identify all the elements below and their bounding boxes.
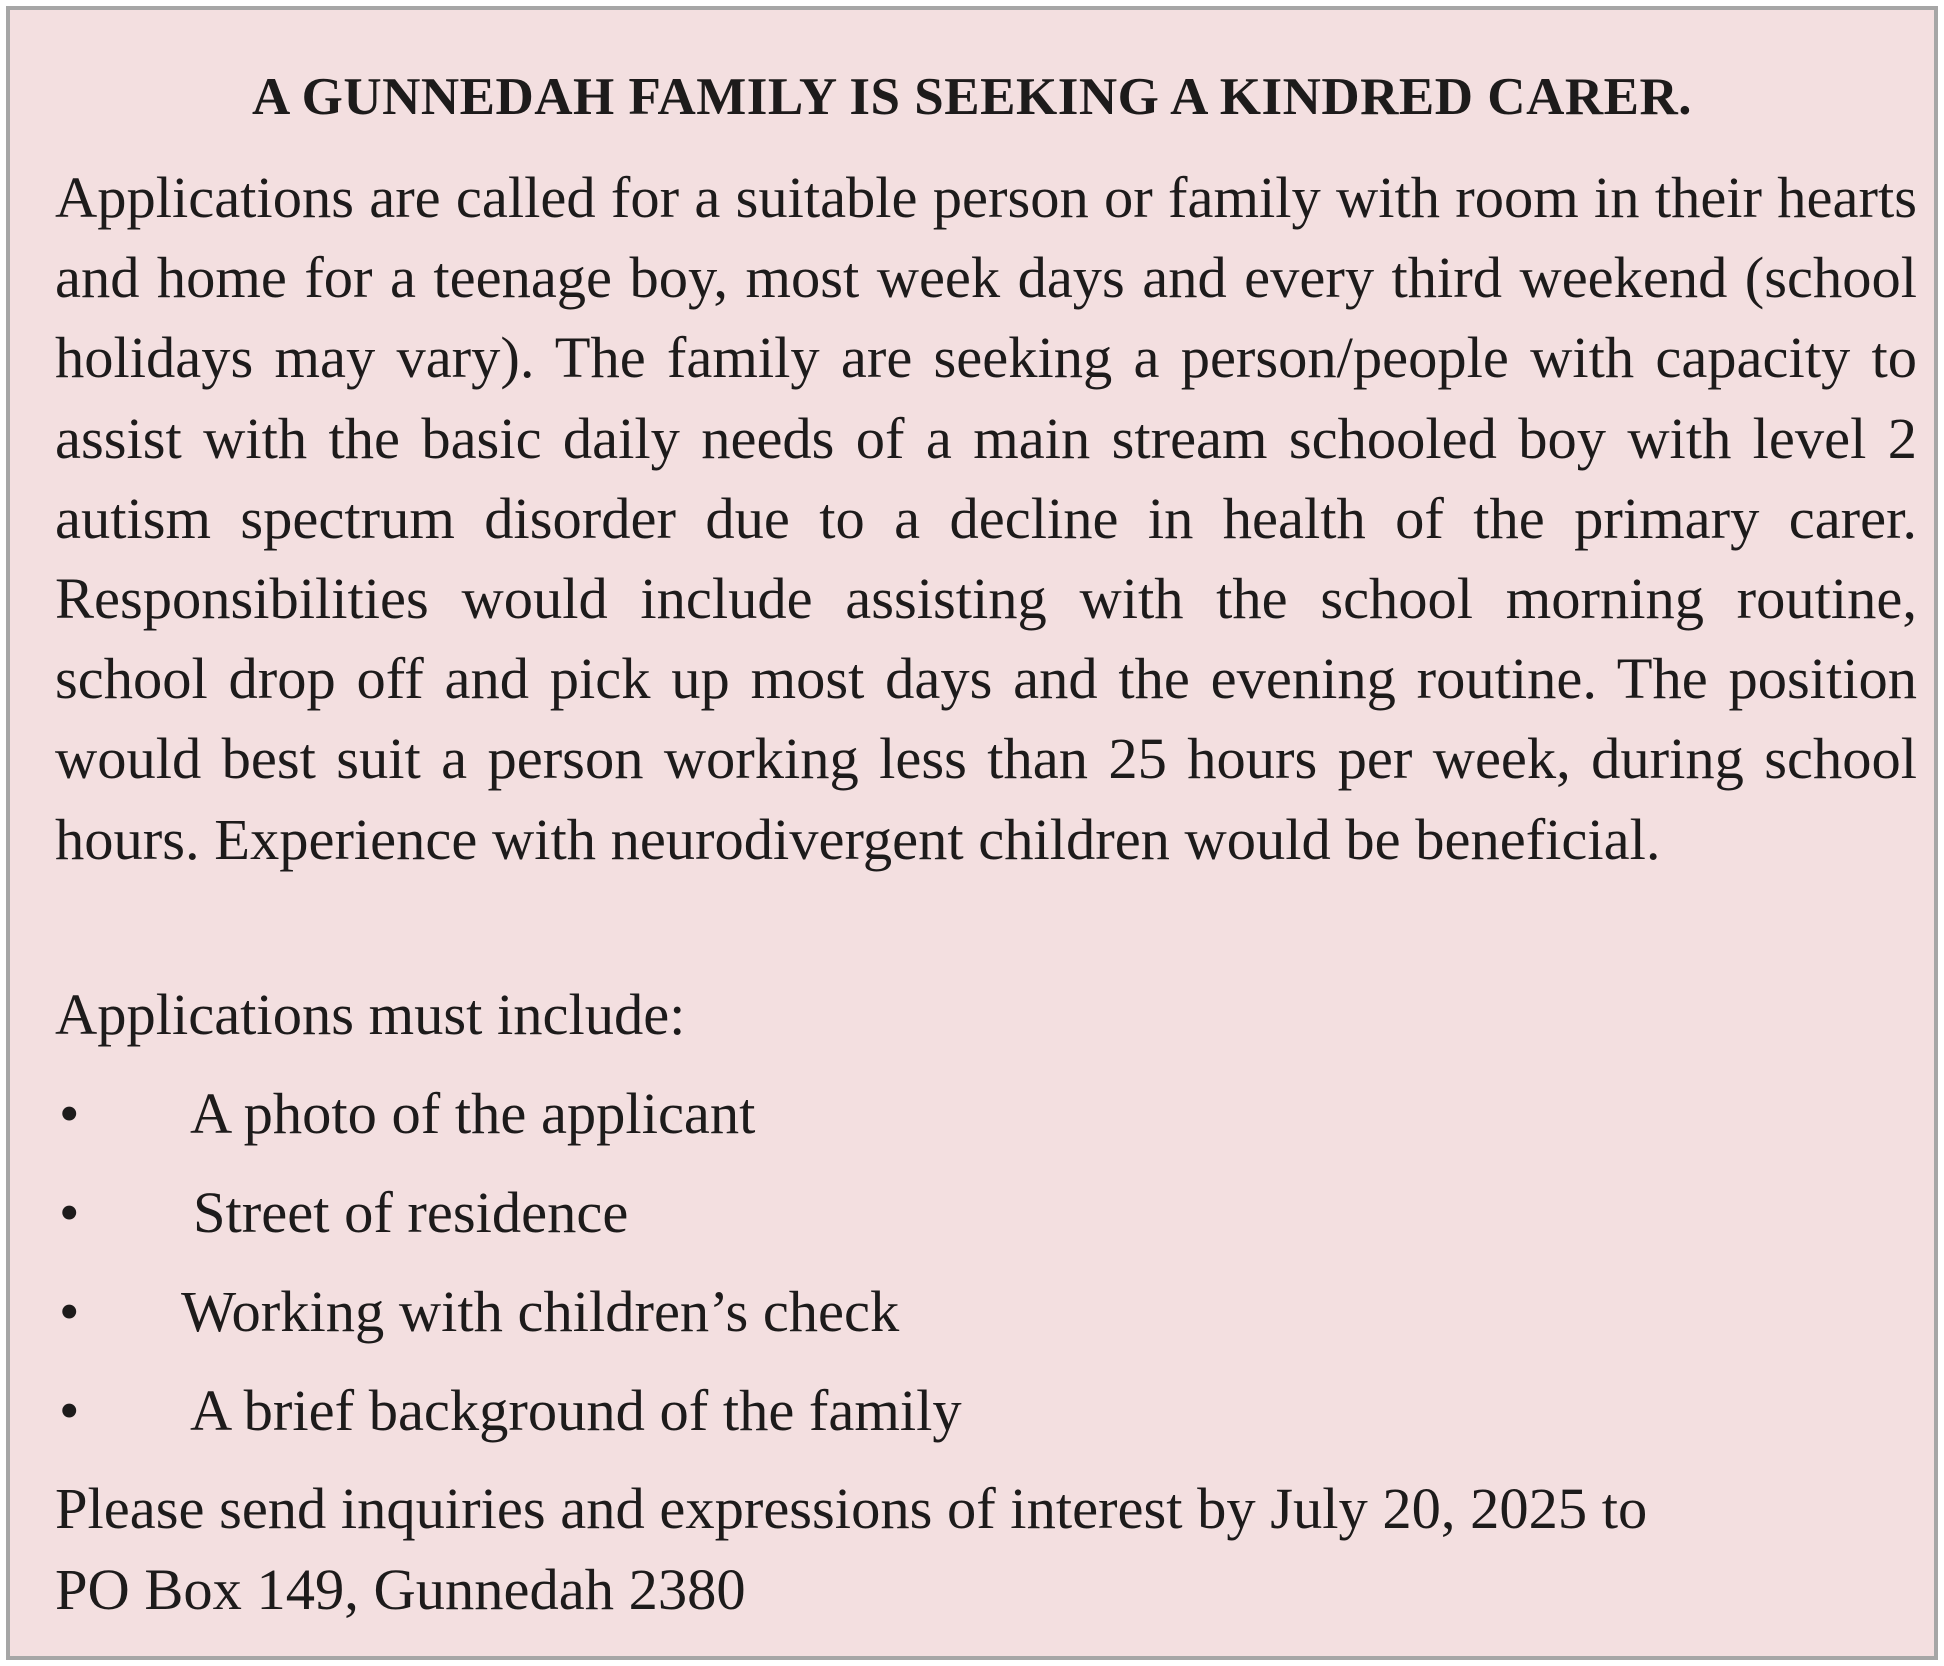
requirement-text: Street of residence xyxy=(193,1180,629,1245)
ad-closing-paragraph xyxy=(55,1469,1917,1630)
closing-address: PO Box 149, Gunnedah 2380 xyxy=(55,1556,746,1622)
ad-intro-paragraph: Applications are called for a suitable person or family with room in their hearts and home for a teenage boy, most week days and every third weekend (school holidays may vary). The family are seeking a person/people with capacity to assist with the basic daily needs of a main stream schooled boy with level 2 autism spectrum disorder due to a decline in health of the primary carer. Responsibilities would include assisting with the school morning routine, school drop off and pick up most days and the evening routine. The position would best suit a person working less than 25 hours per week, during school hours. Experience with neurodivergent children would be beneficial. xyxy=(55,165,1917,872)
closing-line-1: Please send inquiries and expressions of interest by July 20, 2025 to xyxy=(55,1476,1648,1541)
bullet-icon: • xyxy=(59,1378,80,1443)
bullet-icon: • xyxy=(59,1279,80,1344)
ad-headline: A GUNNEDAH FAMILY IS SEEKING A KINDRED CARER. xyxy=(252,68,1692,126)
requirement-text: A photo of the applicant xyxy=(190,1081,756,1146)
requirements-heading: Applications must include: xyxy=(55,982,686,1047)
bullet-icon: • xyxy=(59,1180,80,1245)
requirement-text: Working with children’s check xyxy=(181,1279,900,1344)
bullet-icon: • xyxy=(59,1081,80,1146)
advertisement-box xyxy=(6,6,1938,1660)
requirement-text: A brief background of the family xyxy=(190,1378,962,1443)
